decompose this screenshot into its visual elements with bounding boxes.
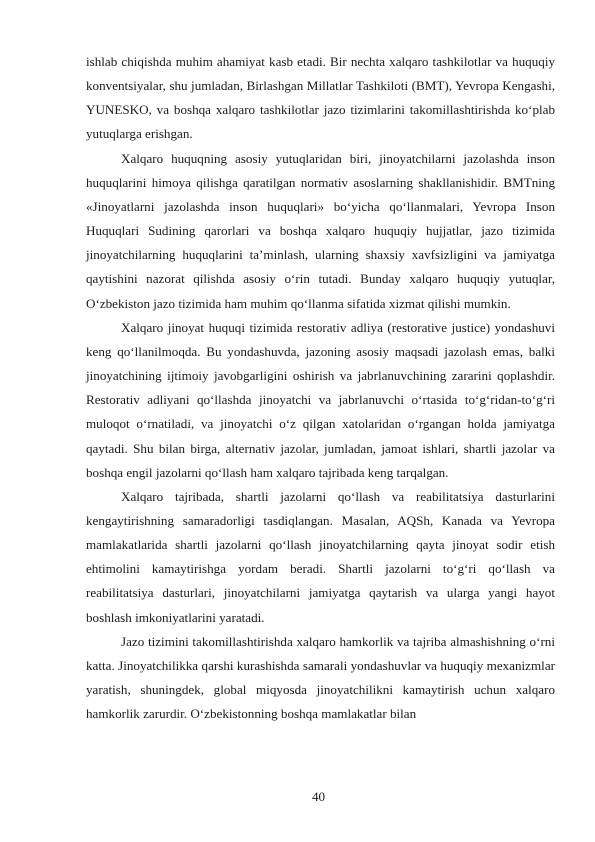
page-number: 40 bbox=[311, 789, 326, 804]
page-body bbox=[86, 50, 555, 726]
paragraph-human-rights: Xalqaro huquqning asosiy yutuqlaridan biri, jinoyatchilarni jazolashda inson huquqlarini himoya qilishga qaratilgan normativ asoslarning shakllanishidir. BMTning «Jinoyatlarni jazolashda inson huquqlari» bo‘yicha qo‘llanmalari, Yevropa Inson Huquqlari Sudining qarorlari va boshqa xalqaro huquqiy hujjatlar, jazo tizimida jinoyatchilarning huquqlarini ta’minlash, ularning shaxsiy xavfsizligini va jamiyatga qaytishini nazorat qilishda asosiy o‘rin tutadi. Bunday xalqaro huquqiy yutuqlar, O‘zbekiston jazo tizimida ham muhim qo‘llanma sifatida xizmat qilishi mumkin. bbox=[86, 150, 555, 311]
paragraph-restorative-justice: Xalqaro jinoyat huquqi tizimida restorativ adliya (restorative justice) yondashuvi keng qo‘llanilmoqda. Bu yondashuvda, jazoning asosiy maqsadi jazolash emas, balki jinoyatchining ijtimoiy javobgarligini oshirish va jabrlanuvchining zararini qoplashdir. Restorativ adliyani qo‘llashda jinoyatchi va jabrlanuvchi o‘rtasida to‘g‘ridan-to‘g‘ri muloqot o‘rnatiladi, va jinoyatchi o‘z qilgan xatolaridan o‘rgangan holda jamiyatga qaytadi. Shu bilan birga, alternativ jazolar, jumladan, jamoat ishlari, shartli jazolar va boshqa engil jazolarni qo‘llash ham xalqaro tajribada keng tarqalgan. bbox=[86, 319, 555, 480]
paragraph-continuation: ishlab chiqishda muhim ahamiyat kasb etadi. Bir nechta xalqaro tashkilotlar va huquqiy konventsiyalar, shu jumladan, Birlashgan Millatlar Tashkiloti (BMT), Yevropa Kengashi, YUNESKO, va boshqa xalqaro tashkilotlar jazo tizimlarini takomillashtirishda ko‘plab yutuqlarga erishgan. bbox=[86, 54, 555, 142]
paragraph-conditional-sentences: Xalqaro tajribada, shartli jazolarni qo‘llash va reabilitatsiya dasturlarini kengaytirishning samaradorligi tasdiqlangan. Masalan, AQSh, Kanada va Yevropa mamlakatlarida shartli jazolarni qo‘llash jinoyatchilarning qayta jinoyat sodir etish ehtimolini kamaytirishga yordam beradi. Shartli jazolarni to‘g‘ri qo‘llash va reabilitatsiya dasturlari, jinoyatchilarni jamiyatga qaytarish va ularga yangi hayot boshlash imkoniyatlarini yaratadi. bbox=[86, 488, 555, 625]
paragraph-international-cooperation: Jazo tizimini takomillashtirishda xalqaro hamkorlik va tajriba almashishning o‘rni katta. Jinoyatchilikka qarshi kurashishda samarali yondashuvlar va huquqiy mexanizmlar yaratish, shuningdek, global miqyosda jinoyatchilikni kamaytirish uchun xalqaro hamkorlik zarurdir. O‘zbekistonning boshqa mamlakatlar bilan bbox=[86, 633, 555, 722]
